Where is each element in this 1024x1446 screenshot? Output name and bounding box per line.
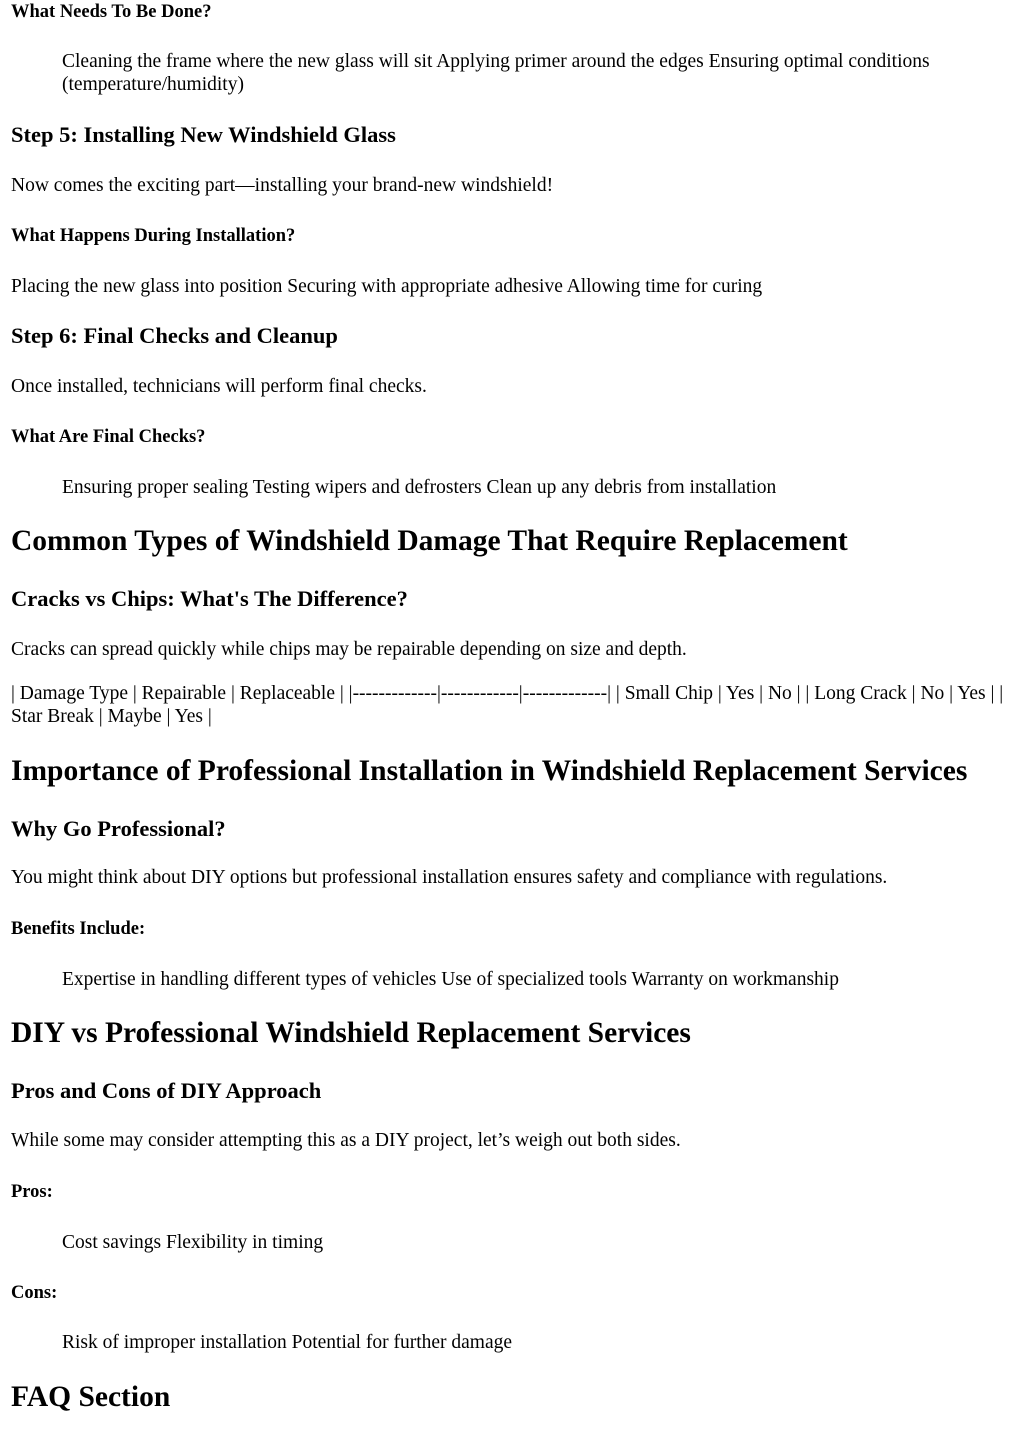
blockquote-pros: Cost savings Flexibility in timing (62, 1232, 324, 1253)
paragraph-cracks-vs-chips: Cracks can spread quickly while chips may be repairable depending on size and depth. (11, 639, 687, 660)
heading-pros-and-cons: Pros and Cons of DIY Approach (11, 1078, 322, 1103)
paragraph-damage-table-text: | Damage Type | Repairable | Replaceable | |-------------|------------|-------------| | Small Chip | Yes | No | | Long Crack | No | Yes | | Star Break | Maybe | Yes | (11, 683, 1004, 727)
heading-what-needs-to-be-done: What Needs To Be Done? (11, 2, 212, 22)
heading-step-5: Step 5: Installing New Windshield Glass (11, 122, 396, 147)
heading-diy-vs-professional: DIY vs Professional Windshield Replacement Services (11, 1017, 691, 1049)
heading-cracks-vs-chips: Cracks vs Chips: What's The Difference? (11, 586, 408, 611)
paragraph-why-go-professional: You might think about DIY options but professional installation ensures safety and compliance with regulations. (11, 867, 888, 888)
heading-cons: Cons: (11, 1283, 58, 1303)
blockquote-preparation-steps: Cleaning the frame where the new glass will sit Applying primer around the edges Ensuring optimal conditions (temperature/humidity) (62, 51, 930, 95)
heading-faq-section: FAQ Section (11, 1381, 171, 1413)
heading-benefits-include: Benefits Include: (11, 919, 146, 939)
paragraph-diy-intro: While some may consider attempting this as a DIY project, let’s weigh out both sides. (11, 1130, 681, 1151)
heading-step-6: Step 6: Final Checks and Cleanup (11, 323, 338, 348)
heading-what-happens-during-installation: What Happens During Installation? (11, 226, 296, 246)
blockquote-final-checks: Ensuring proper sealing Testing wipers and defrosters Clean up any debris from installation (62, 477, 777, 498)
heading-what-are-final-checks: What Are Final Checks? (11, 427, 206, 447)
blockquote-benefits: Expertise in handling different types of vehicles Use of specialized tools Warranty on workmanship (62, 969, 839, 990)
heading-why-go-professional: Why Go Professional? (11, 816, 226, 841)
heading-pros: Pros: (11, 1182, 53, 1202)
blockquote-cons: Risk of improper installation Potential for further damage (62, 1332, 513, 1353)
paragraph-installation-steps: Placing the new glass into position Securing with appropriate adhesive Allowing time for curing (11, 276, 763, 297)
heading-common-types-of-damage: Common Types of Windshield Damage That Require Replacement (11, 525, 848, 557)
paragraph-final-checks-intro: Once installed, technicians will perform final checks. (11, 376, 427, 397)
paragraph-installation-intro: Now comes the exciting part—installing your brand-new windshield! (11, 175, 554, 196)
heading-importance-of-professional-installation: Importance of Professional Installation in Windshield Replacement Services (11, 755, 968, 787)
